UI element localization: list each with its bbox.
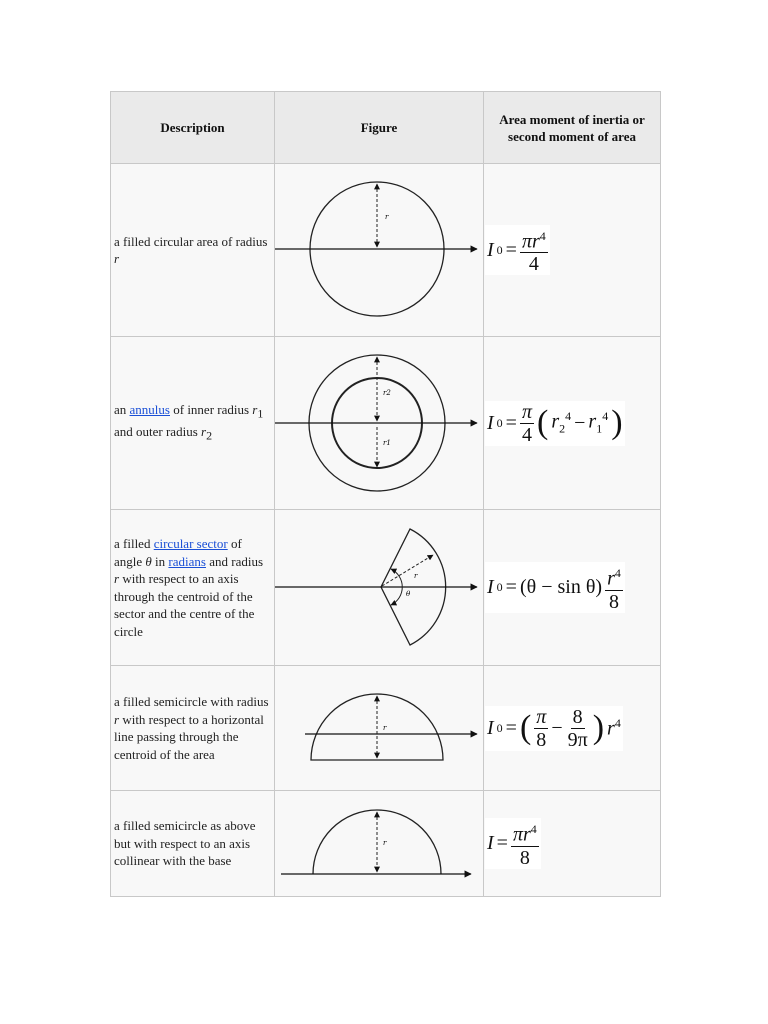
formula-semicircle-centroid: I 0 = ( $\frac{\pi}{8}$ − $\frac{8}{9\pi}$ ) $r^4$ <box>487 705 621 751</box>
row-formula <box>484 510 661 666</box>
table-row <box>111 337 661 510</box>
row-figure <box>275 164 484 337</box>
formula-sector: I 0 = (θ − sin θ) $\frac{r^4}{8}$ <box>485 562 625 613</box>
radius-label: r <box>383 724 387 732</box>
header-moment-line1: Area moment of inertia or <box>499 111 645 127</box>
row-description: a filled semicircle as above but with respect to an axis collinear with the base <box>111 791 275 897</box>
fraction: $\frac{\pi r^4}{8}$ <box>511 818 539 869</box>
radius-label: r <box>383 839 387 847</box>
row-description: a filled semicircle with radius r with respect to a horizontal line passing through the centroid of the area <box>111 666 275 791</box>
table-row <box>111 666 661 791</box>
header-row <box>111 92 661 164</box>
table-row <box>111 791 661 897</box>
semicircle-base-figure <box>275 791 484 896</box>
row-description: an annulus of inner radius $r_1$ and outer radius $r_2$ <box>111 337 275 510</box>
header-description: Description <box>111 92 275 164</box>
fraction: $\frac{r^4}{8}$ <box>605 562 623 613</box>
circular-sector-link[interactable]: circular sector <box>153 536 228 551</box>
circular-sector-figure <box>275 510 484 665</box>
outer-radius-label: r2 <box>383 389 391 397</box>
header-moment <box>484 92 661 164</box>
header-figure: Figure <box>275 92 484 164</box>
fraction: $\frac{8}{9\pi}$ <box>567 705 588 751</box>
row-figure <box>275 791 484 897</box>
moment-of-inertia-table <box>110 91 661 897</box>
fraction: $\frac{\pi r^4}{4}$ <box>520 225 548 276</box>
radians-link[interactable]: radians <box>168 553 206 569</box>
row-figure <box>275 337 484 510</box>
fraction: $\frac{\pi}{4}$ <box>521 400 532 446</box>
formula-semicircle-base: I = $\frac{\pi r^4}{8}$ <box>485 818 541 869</box>
table-row <box>111 510 661 666</box>
fraction: $\frac{\pi}{8}$ <box>536 705 547 751</box>
row-description: a filled circular sector of angle θ in radians and radius r with respect to an axis through the centroid of the sector and the centre of the circle <box>111 510 275 666</box>
row-figure <box>275 510 484 666</box>
formula-circle: I 0 = $\frac{\pi r^4}{4}$ <box>485 225 550 276</box>
annulus-figure <box>275 337 484 509</box>
table-row <box>111 164 661 337</box>
row-description: a filled circular area of radius r <box>111 164 275 337</box>
row-formula <box>484 337 661 510</box>
semicircle-centroid-figure <box>275 666 484 790</box>
filled-circle-figure <box>275 164 484 336</box>
angle-label: θ <box>406 590 411 598</box>
inner-radius-label: r1 <box>383 439 391 447</box>
annulus-link[interactable]: annulus <box>129 401 170 417</box>
radius-label: r <box>385 213 389 221</box>
row-figure <box>275 666 484 791</box>
row-formula <box>484 666 661 791</box>
formula-annulus: I 0 = $\frac{\pi}{4}$ ( $r_2^4$ − $r_1^4$ ) <box>487 400 623 446</box>
radius-label: r <box>414 572 418 580</box>
row-formula <box>484 791 661 897</box>
row-formula <box>484 164 661 337</box>
header-moment-line2: second moment of area <box>508 128 636 144</box>
